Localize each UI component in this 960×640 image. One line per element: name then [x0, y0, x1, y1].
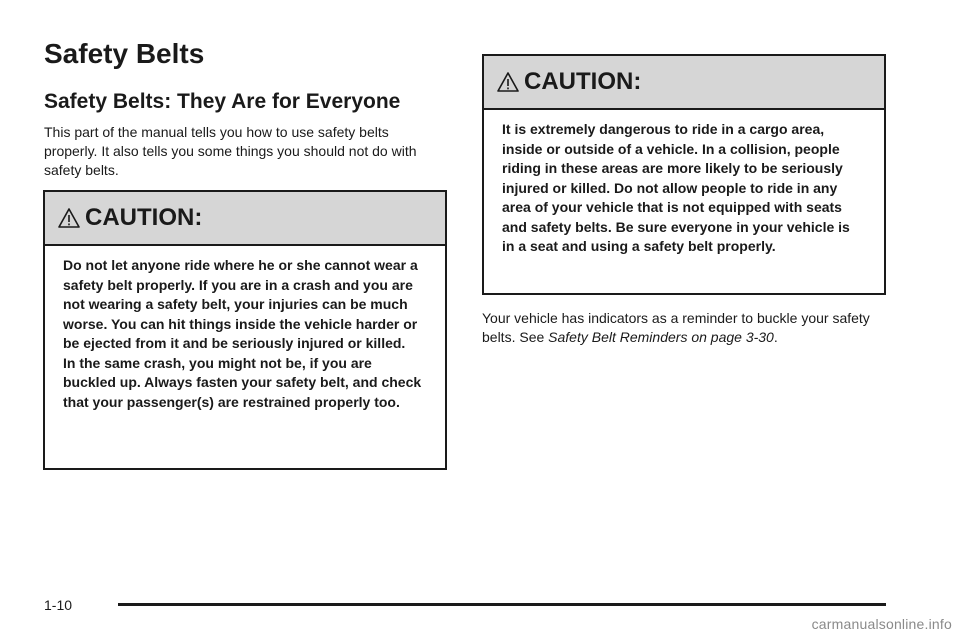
caution-paragraph: It is extremely dangerous to ride in a cargo area, inside or outside of a vehicle. In a collision, people riding in these areas are more likely to be seriously injured or killed. Do not allow people to ride in any area of your vehicle that is not equipped with seats and safety belts. Be sure everyone in your vehicle is in a seat and using a safety belt properly.: [502, 121, 850, 254]
reminder-end: .: [773, 329, 778, 345]
warning-triangle-icon: [57, 207, 81, 229]
caution-header: [484, 56, 884, 110]
caution-box-left: [43, 190, 447, 470]
caution-header: [45, 192, 445, 246]
caution-paragraph: In the same crash, you might not be, if you are buckled up. Always fasten your safety belt, and check that your passenger(s) are restrained properly too.: [63, 354, 422, 410]
caution-paragraph: Do not let anyone ride where he or she cannot wear a safety belt properly. If you are in a crash and you are not wearing a safety belt, your injuries can be much worse. You can hit things inside the vehicle harder or be ejected from it and be seriously injured or killed.: [63, 257, 418, 351]
intro-paragraph: This part of the manual tells you how to use safety belts properly. It also tells you some things you should not do with safety belts.: [44, 124, 417, 178]
caution-title: CAUTION:: [85, 204, 203, 231]
caution-box-right: [482, 54, 886, 295]
page-title: Safety Belts: [44, 38, 205, 69]
caution-body: [484, 110, 884, 257]
reminder-paragraph: [482, 309, 902, 347]
page-number: 1-10: [44, 597, 73, 613]
watermark: carmanualsonline.info: [811, 616, 952, 632]
section-heading: Safety Belts: They Are for Everyone: [44, 90, 401, 113]
caution-title: CAUTION:: [524, 68, 642, 95]
safety-belt-reminders-reference[interactable]: Safety Belt Reminders on page 3-30: [548, 329, 774, 345]
warning-triangle-icon: [496, 71, 520, 93]
reminder-text: Your vehicle has indicators as a reminder to buckle your safety belts. See: [482, 310, 870, 345]
footer-rule: [118, 603, 886, 606]
caution-body: [45, 246, 445, 412]
